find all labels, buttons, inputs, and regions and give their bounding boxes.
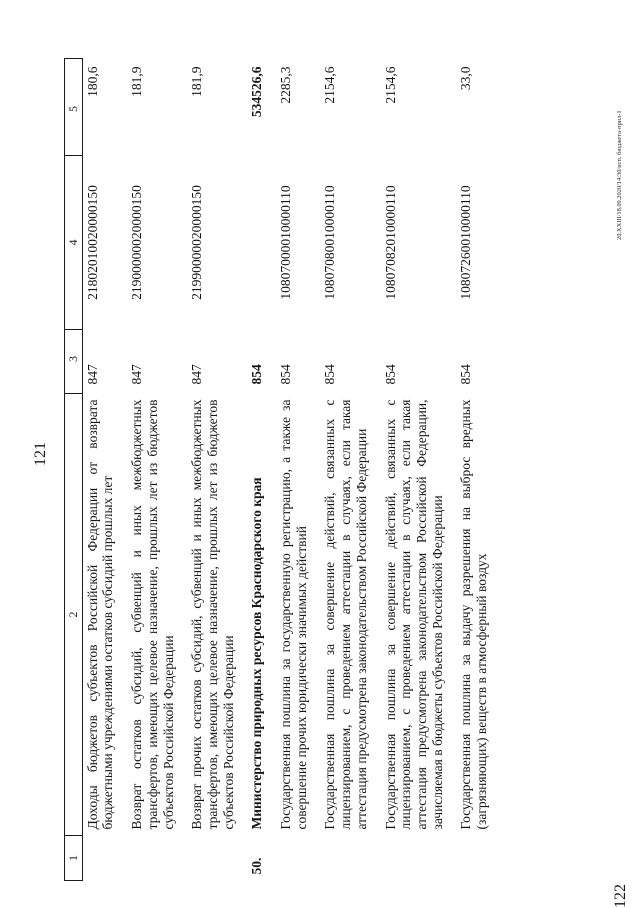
row-number [320,836,380,881]
row-budget-code [247,156,276,330]
row-name: Возврат прочих остатков субсидий, субвенций и иных межбюджетных трансфертов, имеющих целевое назначение, прошлых лет из бюджетов субъектов Российской Федерации [189,399,236,830]
row-budget-code: 21990000020000150 [189,185,205,300]
row-name: Государственная пошлина за выдачу разрешения на выброс вредных (загрязняющих) веществ в атмосферный воздух [458,399,490,830]
row-amount: 2154,6 [322,66,338,104]
row-admin-code: 854 [322,364,338,385]
row-amount: 181,9 [129,66,145,97]
table-row [320,59,380,881]
row-name: Государственная пошлина за государственную регистрацию, а также за совершение прочих юридически значимых действий [278,399,309,830]
row-amount: 2154,6 [382,66,398,104]
row-number [82,836,127,881]
row-name: Доходы бюджетов субъектов Российской Федерации от возврата бюджетными учреждениями остатков субсидий прошлых лет [84,399,116,830]
header-col-5: 5 [65,59,83,156]
row-name: Министерство природных ресурсов Краснодарского края [249,477,265,830]
header-col-1: 1 [65,836,83,881]
row-number [381,836,457,881]
table-header-row [65,59,83,881]
row-amount: 534526,6 [249,66,265,118]
row-admin-code: 847 [84,364,100,385]
row-admin-code: 854 [278,364,294,385]
table-row [456,59,500,881]
row-budget-code: 10807082010000110 [382,185,398,300]
row-name: Возврат остатков субсидий, субвенций и иных межбюджетных трансфертов, имеющих целевое назначение, прошлых лет из бюджетов субъектов Российской Федерации [129,399,176,830]
header-col-4: 4 [65,156,83,330]
row-budget-code: 10807000010000110 [278,185,294,300]
row-admin-code: 854 [382,364,398,385]
row-budget-code: 10807260010000110 [458,185,474,300]
table-row [127,59,187,881]
row-number [456,836,500,881]
table-row [247,59,276,881]
row-admin-code: 847 [129,364,145,385]
row-budget-code: 21802010020000150 [84,185,100,300]
page-number: 121 [32,442,49,466]
row-name: Государственная пошлина за совершение действий, связанных с лицензированием, с проведением аттестации в случаях, если такая аттестация предусмотрена законодательством Российской Федерации [322,399,369,830]
table-row [276,59,320,881]
row-amount: 180,6 [84,66,100,97]
row-number [127,836,187,881]
row-amount: 33,0 [458,66,474,91]
header-col-3: 3 [65,330,83,394]
document-stamp: 20.XXIII/18.09.2020/14:30/исп. бюджета-прил-1 [616,110,623,240]
table-row [381,59,457,881]
row-admin-code: 854 [249,364,265,385]
next-page-number: 122 [612,884,629,908]
row-number [276,836,320,881]
row-admin-code: 854 [458,364,474,385]
budget-table-body [65,59,501,881]
table-row [187,59,247,881]
row-number [187,836,247,881]
row-budget-code: 10807080010000110 [322,185,338,300]
row-number: 50. [249,857,265,875]
table-row [82,59,127,881]
row-amount: 181,9 [189,66,205,97]
row-amount: 2285,3 [278,66,294,104]
row-admin-code: 847 [189,364,205,385]
budget-table [64,58,501,881]
row-budget-code: 21900000020000150 [129,185,145,300]
header-col-2: 2 [65,394,83,836]
row-name: Государственная пошлина за совершение действий, связанных с лицензированием, с проведением аттестации в случаях, если такая аттестация предусмотрена законодательством Российской Федерации, зачисляемая в бюджеты субъектов Российской Федерации [382,399,445,830]
